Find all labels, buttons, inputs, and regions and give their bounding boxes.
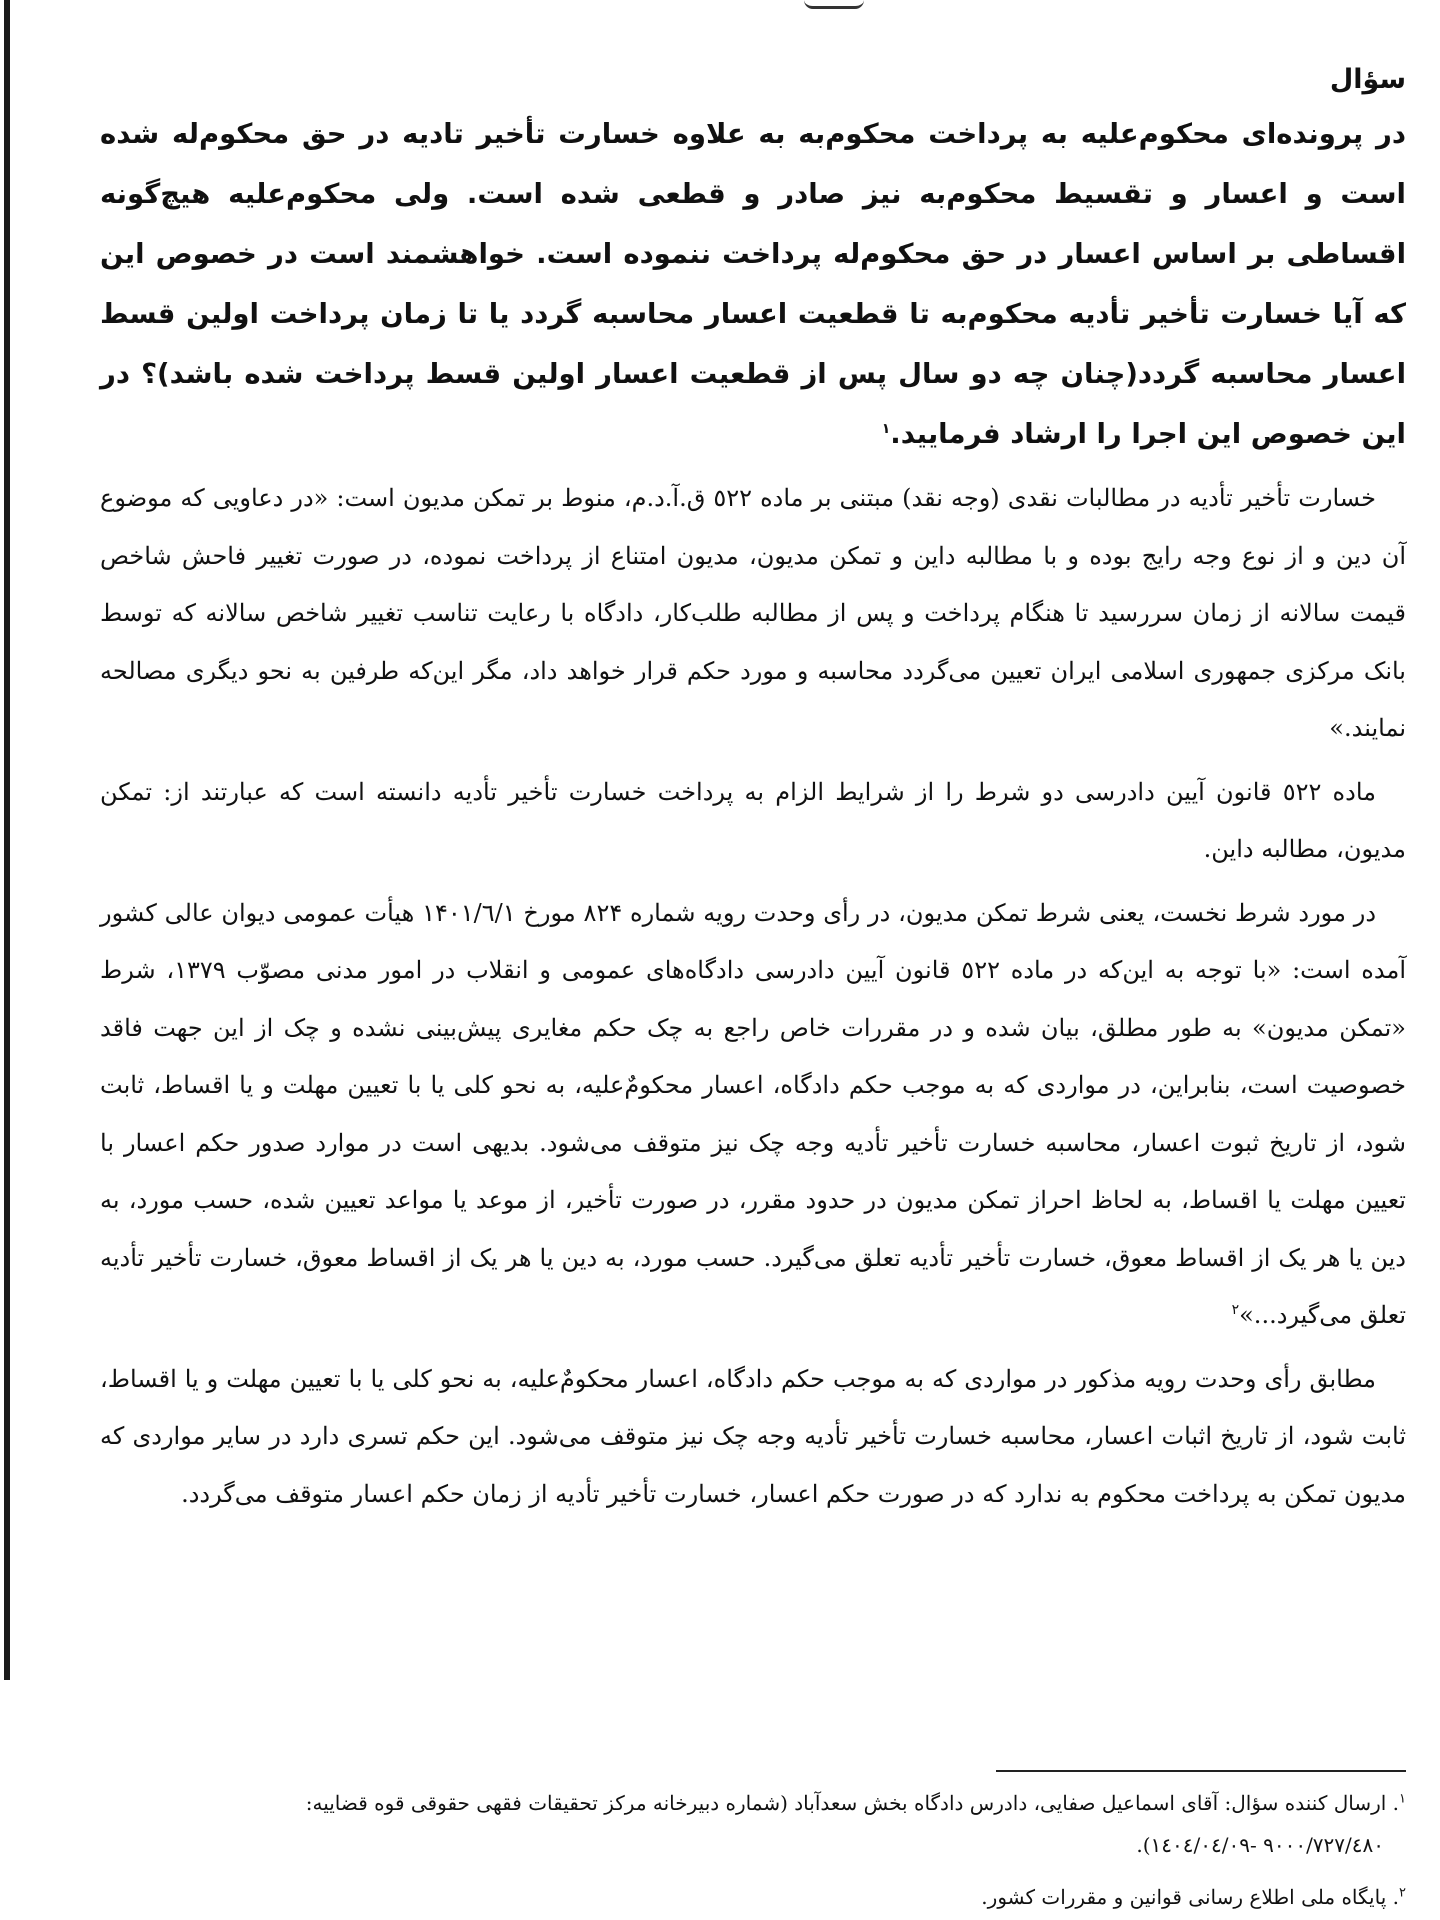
page-edge-rule xyxy=(4,0,10,1680)
paragraph-1: خسارت تأخیر تأدیه در مطالبات نقدی (وجه نقد) مبتنی بر ماده ٥٢٢ ق.آ.د.م، منوط بر تمکن مدیون است: «در دعاویی که موضوع آن دین و از نوع وجه رایج بوده و با مطالبه داین و تمکن مدیون، مدیون امتناع از پرداخت نموده، در صورت تغییر فاحش شاخص قیمت سالانه از زمان سررسید تا هنگام پرداخت و پس از مطالبه طلب‌کار، دادگاه با رعایت تناسب تغییر شاخص سالانه که توسط بانک مرکزی جمهوری اسلامی ایران تعیین می‌گردد محاسبه و مورد حکم قرار خواهد داد، مگر این‌که طرفین به نحو دیگری مصالحه نمایند.» xyxy=(100,484,1406,742)
paragraph-2: ماده ٥٢٢ قانون آیین دادرسی دو شرط را از شرایط الزام به پرداخت خسارت تأخیر تأدیه دانسته است که عبارتند از: تمکن مدیون، مطالبه داین. xyxy=(100,777,1406,863)
footnote-separator xyxy=(996,1770,1406,1772)
paragraph-4: مطابق رأی وحدت رویه مذکور در مواردی که به موجب حکم دادگاه، اعسار محکومٌ‌علیه، به نحو کلی یا با تعیین مهلت و یا اقساط، ثابت شود، از تاریخ اثبات اعسار، محاسبه خسارت تأخیر تأدیه وجه چک نیز متوقف می‌شود. این حکم تسری دارد در سایر مواردی که مدیون تمکن به پرداخت محکوم به ندارد که در صورت حکم اعسار، خسارت تأخیر تأدیه از زمان حکم اعسار متوقف می‌گردد. xyxy=(100,1364,1406,1508)
footnote-2-text: . پایگاه ملی اطلاع رسانی قوانین و مقررات کشور. xyxy=(981,1885,1400,1909)
paragraph-3-body: در مورد شرط نخست، یعنی شرط تمکن مدیون، در رأی وحدت رویه شماره ٨٢۴ مورخ ١۴٠١/٦/١ هیأت عمومی دیوان عالی کشور آمده است: «با توجه به این‌که در ماده ٥٢٢ قانون آیین دادرسی دادگاه‌های عمومی و انقلاب در امور مدنی مصوّب ١٣٧٩، شرط «تمکن مدیون» به طور مطلق، بیان شده و در مقررات خاص راجع به چک حکم مغایری پیش‌بینی نشده و چک از این جهت فاقد خصوصیت است، بنابراین، در مواردی که به موجب حکم دادگاه، اعسار محکومٌ‌علیه، به نحو کلی یا با تعیین مهلت و یا اقساط، ثابت شود، از تاریخ ثبوت اعسار، محاسبه خسارت تأخیر تأدیه وجه چک نیز متوقف می‌شود. بدیهی است در موارد صدور حکم اعسار با تعیین مهلت یا اقساط، به لحاظ احراز تمکن مدیون در حدود مقرر، در صورت تأخیر، از موعد یا مواعد تعیین شده، حسب مورد، به دین یا هر یک از اقساط معوق، خسارت تأخیر تأدیه تعلق می‌گیرد. حسب مورد، به دین یا هر یک از اقساط معوق، خسارت تأخیر تأدیه تعلق می‌گیرد...» xyxy=(100,898,1406,1329)
footnote-1-number: ١ xyxy=(1399,1791,1406,1807)
footnote-1-continuation: ٩٠٠٠/٧٢٧/٤٨٠ -١٤٠٤/٠٤/٠٩). xyxy=(1136,1833,1384,1857)
top-cut-mark xyxy=(804,0,864,9)
footnote-ref-2: ٢ xyxy=(1231,1302,1240,1318)
footnote-ref-1: ١ xyxy=(881,420,891,437)
paragraph-3 xyxy=(100,885,1406,1345)
footnote-1-text: . ارسال کننده سؤال: آقای اسماعیل صفایی، دادرس دادگاه بخش سعدآباد (شماره دبیرخانه مرکز تحقیقات فقهی حقوقی قوه قضاییه: xyxy=(305,1791,1400,1815)
question-text xyxy=(100,104,1406,464)
question-heading: سؤال xyxy=(1329,64,1406,95)
question-body: در پرونده‌ای محکوم‌علیه به پرداخت محکوم‌به به علاوه خسارت تأخیر تادیه در حق محکوم‌له شده است و اعسار و تقسیط محکوم‌به نیز صادر و قطعی شده است. ولی محکوم‌علیه هیچ‌گونه اقساطی بر اساس اعسار در حق محکوم‌له پرداخت ننموده است. خواهشمند است در خصوص این که آیا خسارت تأخیر تأدیه محکوم‌به تا قطعیت اعسار محاسبه گردد یا تا زمان پرداخت اولین قسط اعسار محاسبه گردد(چنان چه دو سال پس از قطعیت اعسار اولین قسط پرداخت شده باشد)؟ در این خصوص این اجرا را ارشاد فرمایید. xyxy=(100,118,1406,450)
footnote-2 xyxy=(100,1876,1406,1918)
document-body xyxy=(100,58,1406,1529)
footnote-1 xyxy=(100,1782,1406,1824)
footnote-2-number: ٢ xyxy=(1399,1885,1406,1901)
footnotes xyxy=(100,1782,1406,1918)
